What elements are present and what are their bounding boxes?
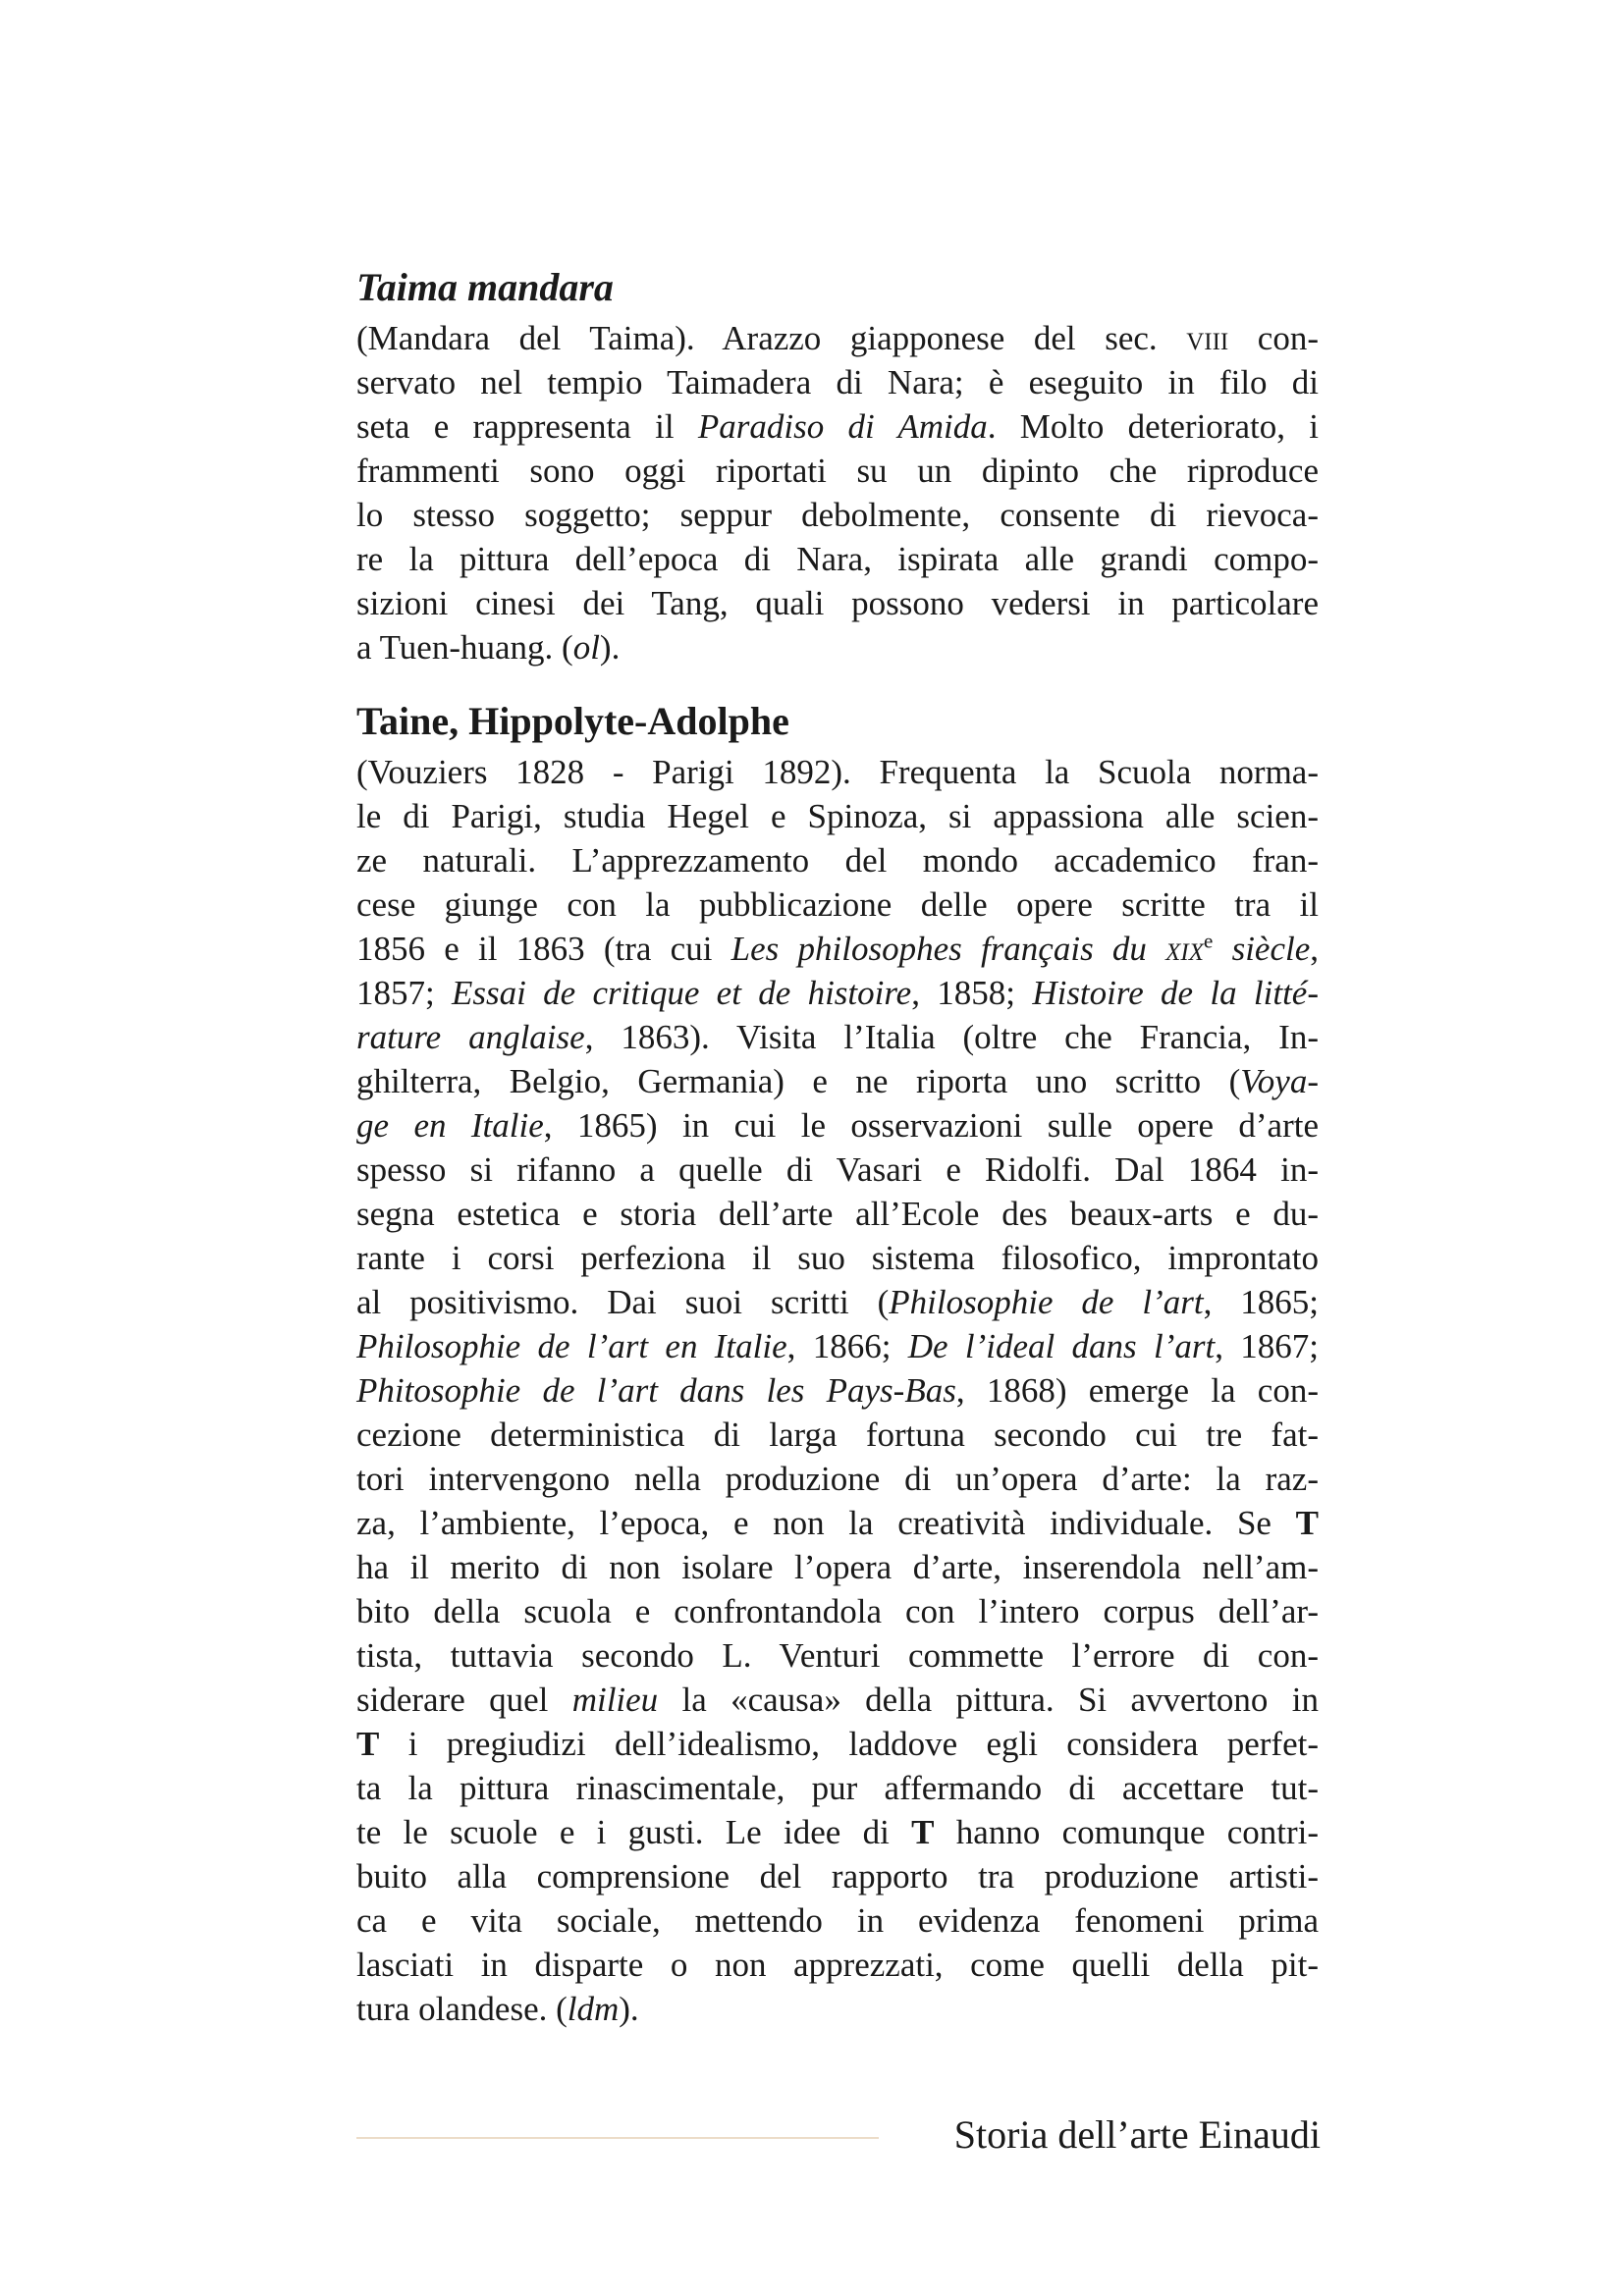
- bold-abbrev: T: [911, 1813, 935, 1851]
- text-line: bito della scuola e confrontandola con l’intero corpus dell’ar-: [356, 1592, 1319, 1630]
- entry-body: [356, 316, 1319, 669]
- text-line: tura olandese. (ldm).: [356, 1990, 639, 2028]
- italic-text: Phitosophie de l’art dans les Pays-Bas: [356, 1371, 956, 1410]
- text-line: cezione deterministica di larga fortuna secondo cui tre fat-: [356, 1415, 1319, 1454]
- text-line: segna estetica e storia dell’arte all’Ecole des beaux-arts e du-: [356, 1195, 1319, 1233]
- text-line: 1856 e il 1863 (tra cui Les philosophes français du xix$^e$ siècle,: [356, 929, 1319, 968]
- entry-title: Taima mandara: [356, 265, 614, 309]
- text-line: servato nel tempio Taimadera di Nara; è eseguito in filo di: [356, 363, 1319, 401]
- text-line: lasciati in disparte o non apprezzati, come quelli della pit-: [356, 1946, 1319, 1984]
- text-line: Phitosophie de l’art dans les Pays-Bas, 1868) emerge la con-: [356, 1371, 1319, 1410]
- text-line: te le scuole e i gusti. Le idee di T hanno comunque contri-: [356, 1813, 1319, 1851]
- text-line: frammenti sono oggi riportati su un dipinto che riproduce: [356, 452, 1319, 490]
- text-line: a Tuen-huang. (ol).: [356, 628, 621, 667]
- text-line: (Vouziers 1828 - Parigi 1892). Frequenta la Scuola norma-: [356, 753, 1319, 791]
- superscript: e: [1204, 929, 1214, 953]
- text-line: buito alla comprensione del rapporto tra produzione artisti-: [356, 1857, 1319, 1896]
- entry-title: Taine, Hippolyte-Adolphe: [356, 699, 789, 743]
- italic-text: ldm: [567, 1990, 620, 2028]
- entry-taine: [356, 699, 1319, 2031]
- text-line: T i pregiudizi dell’idealismo, laddove egli considera perfet-: [356, 1725, 1319, 1763]
- italic-text: Philosophie de l’art: [889, 1283, 1204, 1321]
- italic-text: siècle: [1213, 930, 1311, 968]
- italic-text: Philosophie de l’art en Italie: [356, 1327, 787, 1365]
- text-line: ta la pittura rinascimentale, pur affermando di accettare tut-: [356, 1769, 1319, 1807]
- page-content: [356, 265, 1319, 2060]
- text-line: al positivismo. Dai suoi scritti (Philosophie de l’art, 1865;: [356, 1283, 1319, 1321]
- text-line: re la pittura dell’epoca di Nara, ispirata alle grandi compo-: [356, 540, 1319, 578]
- text-line: le di Parigi, studia Hegel e Spinoza, si appassiona alle scien-: [356, 797, 1319, 835]
- entry-body: [356, 750, 1319, 2031]
- text-line: seta e rappresenta il Paradiso di Amida. Molto deteriorato, i: [356, 407, 1319, 446]
- text-line: 1857; Essai de critique et de histoire, 1858; Histoire de la litté-: [356, 974, 1319, 1012]
- italic-text: rature anglaise: [356, 1018, 585, 1056]
- text-line: za, l’ambiente, l’epoca, e non la creatività individuale. Se T: [356, 1504, 1319, 1542]
- italic-text: Essai de critique et de histoire: [452, 974, 912, 1012]
- text-line: ca e vita sociale, mettendo in evidenza fenomeni prima: [356, 1901, 1319, 1940]
- text-line: tori intervengono nella produzione di un’opera d’arte: la raz-: [356, 1460, 1319, 1498]
- italic-small-caps-text: xix: [1165, 930, 1205, 968]
- text-line: ze naturali. L’apprezzamento del mondo accademico fran-: [356, 841, 1319, 880]
- entry-taima-mandara: [356, 265, 1319, 669]
- bold-abbrev: T: [1295, 1504, 1319, 1542]
- italic-text: De l’ideal dans l’art: [907, 1327, 1216, 1365]
- text-line: cese giunge con la pubblicazione delle opere scritte tra il: [356, 885, 1319, 924]
- text-line: Philosophie de l’art en Italie, 1866; De l’ideal dans l’art, 1867;: [356, 1327, 1319, 1365]
- text-line: spesso si rifanno a quelle di Vasari e Ridolfi. Dal 1864 in-: [356, 1150, 1319, 1189]
- text-line: rante i corsi perfeziona il suo sistema filosofico, improntato: [356, 1239, 1319, 1277]
- text-line: ghilterra, Belgio, Germania) e ne riporta uno scritto (Voya-: [356, 1062, 1319, 1100]
- text-line: siderare quel milieu la «causa» della pittura. Si avvertono in: [356, 1681, 1319, 1719]
- text-line: sizioni cinesi dei Tang, quali possono vedersi in particolare: [356, 584, 1319, 622]
- text-line: ha il merito di non isolare l’opera d’arte, inserendola nell’am-: [356, 1548, 1319, 1586]
- italic-text: ol: [572, 628, 600, 667]
- text-line: lo stesso soggetto; seppur debolmente, consente di rievoca-: [356, 496, 1319, 534]
- italic-text: Paradiso di Amida: [697, 407, 988, 446]
- footer-text: Storia dell’arte Einaudi: [953, 2112, 1321, 2157]
- italic-text: ge en Italie: [356, 1106, 544, 1145]
- small-caps-text: viii: [1186, 319, 1229, 357]
- text-line: tista, tuttavia secondo L. Venturi commette l’errore di con-: [356, 1636, 1319, 1675]
- italic-text: milieu: [571, 1681, 659, 1719]
- italic-text: Histoire de la litté-: [1032, 974, 1319, 1012]
- italic-text: Les philosophes français du: [730, 930, 1166, 968]
- italic-text: Voya-: [1240, 1062, 1319, 1100]
- text-line: ge en Italie, 1865) in cui le osservazioni sulle opere d’arte: [356, 1106, 1320, 1145]
- text-line: rature anglaise, 1863). Visita l’Italia (oltre che Francia, In-: [356, 1018, 1319, 1056]
- footer-rule: [356, 2137, 879, 2139]
- text-line: (Mandara del Taima). Arazzo giapponese del sec. viii con-: [356, 319, 1319, 357]
- bold-abbrev: T: [356, 1725, 380, 1763]
